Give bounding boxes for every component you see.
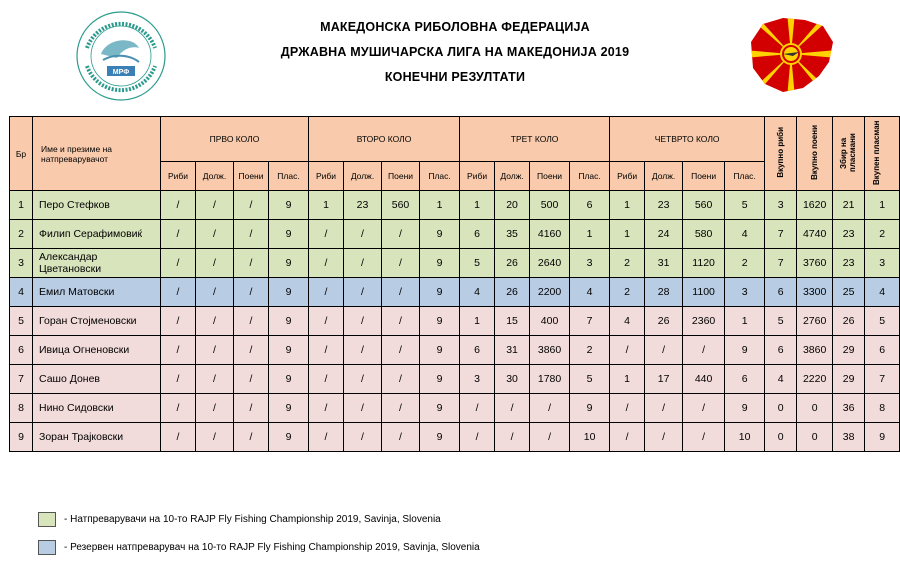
col-name: Име и презиме на натпреварувачот [33,117,161,191]
round-cell: 3 [460,365,495,394]
sub-header-r3-3: Плас. [570,162,610,191]
total-points-cell: 1620 [797,191,833,220]
round-1-header: ПРВО КОЛО [161,117,309,162]
sub-header-r2-3: Плас. [420,162,460,191]
round-cell: 3860 [530,336,570,365]
round-cell: 560 [382,191,420,220]
round-cell: / [161,191,196,220]
round-cell: / [161,365,196,394]
round-cell: 4160 [530,220,570,249]
round-cell: 6 [460,336,495,365]
competitor-name: Емил Матовски [33,278,161,307]
round-cell: 440 [683,365,725,394]
round-cell: 1 [460,191,495,220]
sub-header-r3-2: Поени [530,162,570,191]
round-cell: 9 [269,249,309,278]
table-row [10,278,900,307]
round-cell: 9 [725,336,765,365]
round-cell: 580 [683,220,725,249]
round-cell: / [382,423,420,452]
round-cell: / [161,249,196,278]
round-cell: 10 [725,423,765,452]
round-cell: 3 [570,249,610,278]
round-cell: / [460,394,495,423]
round-cell: 31 [645,249,683,278]
sub-header-r2-2: Поени [382,162,420,191]
league-title: ДРЖАВНА МУШИЧАРСКА ЛИГА НА МАКЕДОНИЈА 2019 [280,45,630,59]
sub-header-r1-0: Риби [161,162,196,191]
sum-places-cell: 23 [833,249,865,278]
sum-places-cell: 21 [833,191,865,220]
col-final-place: Вкупен пласман [865,117,900,191]
round-cell: 26 [495,249,530,278]
round-cell: 1 [570,220,610,249]
round-cell: / [196,336,234,365]
round-cell: 9 [420,394,460,423]
round-cell: / [234,423,269,452]
col-total-fish: Вкупно риби [765,117,797,191]
round-cell: / [234,278,269,307]
round-cell: / [683,336,725,365]
sub-header-r2-1: Долж. [344,162,382,191]
round-cell: / [309,423,344,452]
round-cell: 15 [495,307,530,336]
round-cell: / [683,394,725,423]
round-cell: / [495,394,530,423]
round-cell: 10 [570,423,610,452]
round-cell: 9 [420,278,460,307]
round-cell: / [234,220,269,249]
round-cell: / [382,336,420,365]
round-cell: / [610,336,645,365]
round-cell: / [234,191,269,220]
round-cell: 2360 [683,307,725,336]
round-cell: 6 [460,220,495,249]
final-place-cell: 2 [865,220,900,249]
row-number: 8 [10,394,33,423]
round-cell: 9 [725,394,765,423]
round-cell: / [344,249,382,278]
row-number: 5 [10,307,33,336]
final-place-cell: 7 [865,365,900,394]
round-cell: 1780 [530,365,570,394]
sub-header-r3-1: Долж. [495,162,530,191]
sum-places-cell: 36 [833,394,865,423]
round-cell: / [344,307,382,336]
competitor-name: Филип Серафимовиќ [33,220,161,249]
table-row [10,365,900,394]
round-cell: 26 [645,307,683,336]
total-fish-cell: 7 [765,249,797,278]
round-cell: / [309,249,344,278]
round-cell: 23 [344,191,382,220]
round-cell: / [196,307,234,336]
round-cell: 9 [269,394,309,423]
round-cell: 5 [725,191,765,220]
total-fish-cell: 4 [765,365,797,394]
round-cell: 4 [570,278,610,307]
row-number: 9 [10,423,33,452]
round-cell: 9 [269,278,309,307]
round-cell: / [530,394,570,423]
sum-places-cell: 23 [833,220,865,249]
round-cell: 4 [460,278,495,307]
round-cell: / [460,423,495,452]
sum-places-cell: 29 [833,365,865,394]
final-place-cell: 5 [865,307,900,336]
round-cell: / [161,394,196,423]
round-cell: 35 [495,220,530,249]
round-cell: / [196,191,234,220]
round-cell: / [309,394,344,423]
sum-places-cell: 25 [833,278,865,307]
final-place-cell: 9 [865,423,900,452]
round-cell: 400 [530,307,570,336]
round-cell: / [196,278,234,307]
round-cell: 6 [570,191,610,220]
round-cell: / [196,423,234,452]
table-row [10,307,900,336]
row-number: 2 [10,220,33,249]
round-cell: / [382,220,420,249]
sum-places-cell: 38 [833,423,865,452]
round-cell: / [610,394,645,423]
total-points-cell: 0 [797,423,833,452]
round-cell: 1 [309,191,344,220]
round-cell: 2 [610,278,645,307]
round-cell: / [530,423,570,452]
total-points-cell: 2220 [797,365,833,394]
total-points-cell: 3300 [797,278,833,307]
total-fish-cell: 7 [765,220,797,249]
round-cell: 2640 [530,249,570,278]
sub-header-r4-2: Поени [683,162,725,191]
round-cell: 9 [269,365,309,394]
competitor-name: Перо Стефков [33,191,161,220]
round-cell: 3 [725,278,765,307]
round-cell: 17 [645,365,683,394]
round-cell: / [309,220,344,249]
round-cell: 9 [420,365,460,394]
round-cell: / [234,307,269,336]
sub-header-r1-2: Поени [234,162,269,191]
round-cell: / [645,336,683,365]
round-3-header: ТРЕТ КОЛО [460,117,610,162]
round-cell: / [309,278,344,307]
round-cell: 20 [495,191,530,220]
table-row [10,423,900,452]
col-number: Бр [10,117,33,191]
final-place-cell: 8 [865,394,900,423]
round-cell: 4 [725,220,765,249]
legend-green [38,512,441,527]
round-cell: / [382,365,420,394]
round-cell: / [382,394,420,423]
round-cell: / [645,394,683,423]
macedonia-flag-map [743,12,837,98]
round-cell: 9 [420,249,460,278]
legend-green-text: - Натпреварувачи на 10-то RAJP Fly Fishing Championship 2019, Savinja, Slovenia [64,514,441,525]
round-cell: / [610,423,645,452]
round-cell: 1120 [683,249,725,278]
federation-title: МАКЕДОНСКА РИБОЛОВНА ФЕДЕРАЦИЈА [320,20,590,34]
sub-header-r4-1: Долж. [645,162,683,191]
round-cell: / [234,249,269,278]
round-cell: 2 [610,249,645,278]
round-cell: / [683,423,725,452]
competitor-name: Сашо Донев [33,365,161,394]
round-cell: 28 [645,278,683,307]
legend-blue-text: - Резервен натпреварувач на 10-то RAJP Fly Fishing Championship 2019, Savinja, Slovenia [64,542,480,553]
round-cell: / [196,249,234,278]
total-fish-cell: 6 [765,336,797,365]
sub-header-r1-1: Долж. [196,162,234,191]
sub-header-r1-3: Плас. [269,162,309,191]
round-cell: 5 [570,365,610,394]
round-cell: 4 [610,307,645,336]
row-number: 3 [10,249,33,278]
round-cell: 9 [269,307,309,336]
round-cell: / [382,278,420,307]
sub-header-r2-0: Риби [309,162,344,191]
round-cell: 1 [725,307,765,336]
round-cell: / [234,394,269,423]
sub-header-r4-3: Плас. [725,162,765,191]
competitor-name: Горан Стојменовски [33,307,161,336]
round-cell: 5 [460,249,495,278]
sum-places-cell: 29 [833,336,865,365]
competitor-name: Александар Цветановски [33,249,161,278]
round-cell: / [234,365,269,394]
round-cell: 1100 [683,278,725,307]
col-total-points: Вкупно поени [797,117,833,191]
row-number: 7 [10,365,33,394]
round-cell: 23 [645,191,683,220]
competitor-name: Нино Сидовски [33,394,161,423]
round-cell: 2 [570,336,610,365]
round-cell: 6 [725,365,765,394]
round-cell: 1 [420,191,460,220]
round-cell: / [161,220,196,249]
round-cell: / [344,278,382,307]
round-2-header: ВТОРО КОЛО [309,117,460,162]
round-cell: / [161,278,196,307]
round-cell: 2200 [530,278,570,307]
final-place-cell: 1 [865,191,900,220]
round-cell: 560 [683,191,725,220]
round-cell: 9 [570,394,610,423]
final-place-cell: 4 [865,278,900,307]
col-sum-places: Збир на пласмани [833,117,865,191]
row-number: 1 [10,191,33,220]
federation-logo [73,8,169,104]
table-row [10,336,900,365]
round-cell: / [309,336,344,365]
round-cell: 1 [460,307,495,336]
round-cell: / [196,394,234,423]
round-cell: 9 [269,191,309,220]
round-cell: / [382,307,420,336]
total-fish-cell: 0 [765,394,797,423]
round-cell: 2 [725,249,765,278]
sub-header-r3-0: Риби [460,162,495,191]
table-row [10,249,900,278]
round-cell: / [161,423,196,452]
round-cell: / [309,307,344,336]
round-cell: / [196,365,234,394]
round-cell: 1 [610,365,645,394]
total-fish-cell: 6 [765,278,797,307]
competitor-name: Ивица Огненовски [33,336,161,365]
round-cell: 1 [610,191,645,220]
round-cell: / [344,394,382,423]
round-cell: 7 [570,307,610,336]
row-number: 4 [10,278,33,307]
sum-places-cell: 26 [833,307,865,336]
competitor-name: Зоран Трајковски [33,423,161,452]
total-points-cell: 0 [797,394,833,423]
final-place-cell: 3 [865,249,900,278]
table-row [10,191,900,220]
total-fish-cell: 5 [765,307,797,336]
total-points-cell: 2760 [797,307,833,336]
results-table [9,116,900,452]
legend-green-swatch [38,512,56,527]
round-4-header: ЧЕТВРТО КОЛО [610,117,765,162]
results-title: КОНЕЧНИ РЕЗУЛТАТИ [384,70,526,84]
total-fish-cell: 0 [765,423,797,452]
row-number: 6 [10,336,33,365]
total-points-cell: 4740 [797,220,833,249]
round-cell: / [161,336,196,365]
round-cell: / [344,423,382,452]
total-points-cell: 3860 [797,336,833,365]
round-cell: / [344,220,382,249]
round-cell: 9 [269,423,309,452]
round-cell: 9 [420,307,460,336]
table-row [10,394,900,423]
round-cell: / [495,423,530,452]
total-fish-cell: 3 [765,191,797,220]
round-cell: 9 [420,220,460,249]
total-points-cell: 3760 [797,249,833,278]
round-cell: / [196,220,234,249]
final-place-cell: 6 [865,336,900,365]
round-cell: / [234,336,269,365]
round-cell: / [645,423,683,452]
round-cell: 9 [269,336,309,365]
round-cell: 1 [610,220,645,249]
round-cell: 26 [495,278,530,307]
round-cell: / [309,365,344,394]
round-cell: 500 [530,191,570,220]
round-cell: 9 [420,423,460,452]
round-cell: 31 [495,336,530,365]
round-cell: / [382,249,420,278]
legend-blue-swatch [38,540,56,555]
round-cell: 30 [495,365,530,394]
round-cell: / [344,336,382,365]
round-cell: / [161,307,196,336]
svg-text:МРФ: МРФ [112,69,130,76]
table-row [10,220,900,249]
sub-header-r4-0: Риби [610,162,645,191]
round-cell: / [344,365,382,394]
legend-blue [38,540,480,555]
round-cell: 24 [645,220,683,249]
round-cell: 9 [269,220,309,249]
round-cell: 9 [420,336,460,365]
